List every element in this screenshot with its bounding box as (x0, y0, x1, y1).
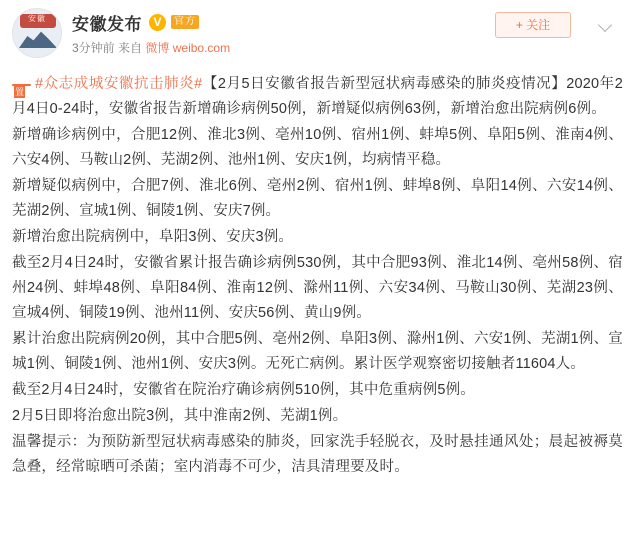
official-tag: 官方 (171, 15, 199, 29)
post-content (12, 72, 623, 480)
post-header (12, 8, 623, 62)
post-topic[interactable]: #众志成城安徽抗击肺炎# (35, 76, 203, 92)
post-first-line (12, 72, 623, 122)
post-paragraph: 新增治愈出院病例中，阜阳3例、安庆3例。 (12, 229, 294, 245)
post-paragraph: 新增疑似病例中，合肥7例、淮北6例、亳州2例、宿州1例、蚌埠8例、阜阳14例、六安14例、芜湖2例、宣城1例、铜陵1例、安庆7例。 (12, 178, 623, 219)
avatar[interactable] (12, 8, 62, 58)
follow-button[interactable]: + 关注 (495, 12, 571, 38)
post-source-link[interactable]: 微博 weibo.com (145, 41, 231, 55)
post-paragraph: 累计治愈出院病例20例，其中合肥5例、亳州2例、阜阳3例、滁州1例、六安1例、芜湖1例、宣城1例、铜陵1例、池州1例、安庆3例。无死亡病例。累计医学观察密切接触者11604人。 (12, 331, 623, 372)
post-meta (72, 39, 623, 56)
post-paragraph: 新增确诊病例中，合肥12例、淮北3例、亳州10例、宿州1例、蚌埠5例、阜阳5例、淮南4例、六安4例、马鞍山2例、芜湖2例、池州1例、安庆1例，均病情平稳。 (12, 127, 623, 168)
avatar-image (12, 8, 62, 58)
post-headline: 【2月5日安徽省报告新型冠状病毒感染的肺炎疫情况】 (202, 76, 567, 92)
post-paragraph-0: 2020年2月4日0-24时，安徽省报告新增确诊病例50例，新增疑似病例63例，新增治愈出院病例6例。 (12, 76, 623, 117)
post-paragraph: 2月5日即将治愈出院3例，其中淮南2例、芜湖1例。 (12, 408, 348, 424)
post-paragraph: 截至2月4日24时，安徽省累计报告确诊病例530例，其中合肥93例、淮北14例、亳州58例、宿州24例、蚌埠48例、阜阳84例、淮南12例、滁州11例、六安34例、马鞍山30例、芜湖23例、宣城4例、铜陵19例、池州11例、安庆56例、黄山9例。 (12, 255, 623, 321)
post-time: 3分钟前 (72, 41, 115, 55)
chevron-down-icon[interactable] (599, 18, 613, 32)
avatar-label: 安徽 (28, 14, 46, 23)
verified-badge-icon: V (149, 14, 166, 31)
pin-badge (12, 84, 31, 86)
post-paragraph: 截至2月4日24时，安徽省在院治疗确诊病例510例，其中危重病例5例。 (12, 382, 476, 398)
post-source-prefix: 来自 (118, 41, 143, 55)
post-tip-paragraph: 温馨提示：为预防新型冠状病毒感染的肺炎，回家洗手轻脱衣，及时悬挂通风处；晨起被褥莫急叠，经常晾晒可杀菌；室内消毒不可少，洁具清理要及时。 (12, 434, 623, 475)
avatar-mountain-shape (19, 28, 57, 48)
username[interactable]: 安徽发布 (72, 14, 142, 34)
